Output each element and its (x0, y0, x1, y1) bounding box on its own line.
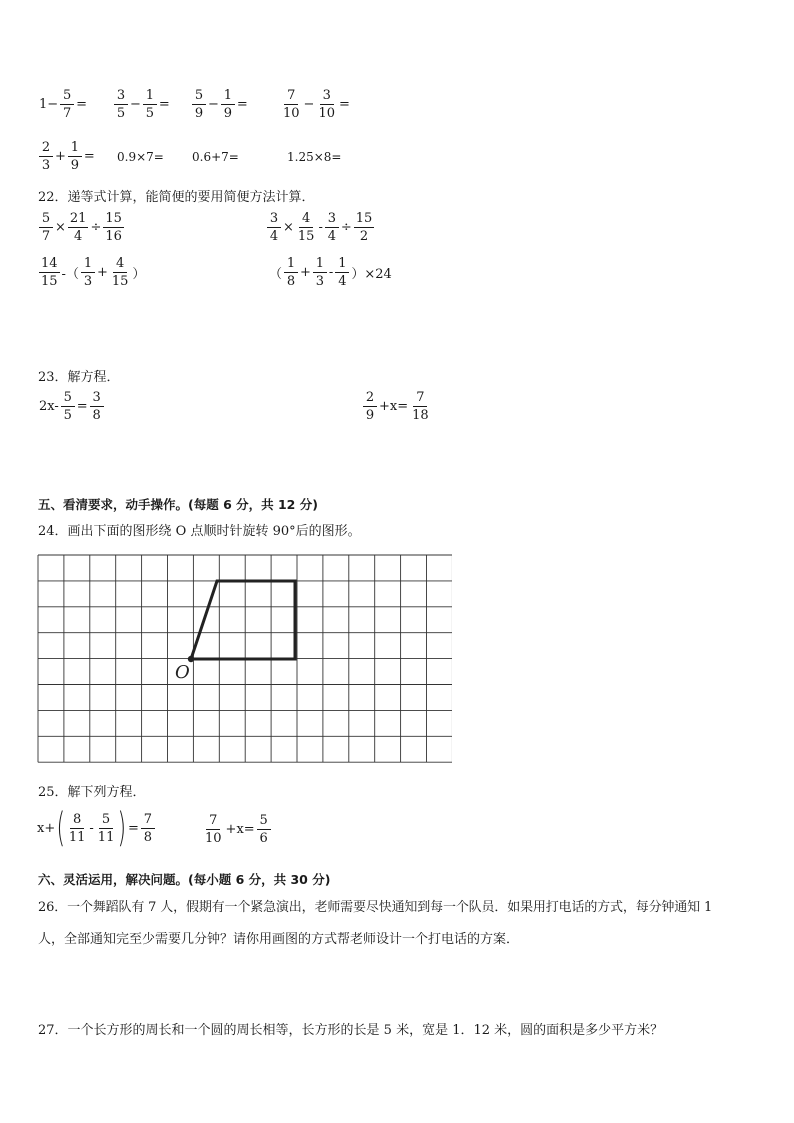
quadrilateral-figure (191, 581, 295, 659)
q22-title: 22．递等式计算，能简便的要用简便方法计算． (38, 190, 315, 205)
left-paren: ( (56, 805, 66, 851)
fraction: $\frac{2}{3}$ (39, 140, 53, 173)
section-6-heading: 六、灵活运用，解决问题。(每小题 6 分，共 30 分) (38, 872, 331, 887)
q22-expr-2: $\frac{3}{4}$ × $\frac{4}{15}$ - $\frac{3}{4}$ ÷ $\frac{15}{2}$ (266, 211, 375, 244)
fraction: $\frac{5}{9}$ (192, 88, 206, 121)
right-paren: ) (117, 805, 127, 851)
q26-text-line-1: 26．一个舞蹈队有 7 人，假期有一个紧急演出，老师需要尽快通知到每一个队员．如果用打电话的方式，每分钟通知 1 (38, 900, 713, 915)
equals-sign: = (236, 97, 248, 112)
expr-1.25x8: 1.25×8= (287, 150, 342, 164)
q22-expr-3: $\frac{14}{15}$ -（ $\frac{1}{3}$ + $\frac{4}{15}$ ） (41, 256, 146, 289)
fraction: $\frac{7}{10}$ (283, 88, 300, 121)
expr-3-5-minus-1-5 (113, 88, 171, 121)
q25-equation-2: $\frac{7}{10}$ +x= $\frac{5}{6}$ (202, 813, 272, 846)
q23-equation-1: 2x- $\frac{5}{5}$ = $\frac{3}{8}$ (38, 390, 105, 423)
operator: − (130, 97, 141, 112)
q27-text: 27．一个长方形的周长和一个圆的周长相等，长方形的长是 5 米，宽是 1．12 米，圆的面积是多少平方米？ (38, 1023, 664, 1038)
q22-expr-4: （ $\frac{1}{8}$ + $\frac{1}{3}$ - $\frac{1}{4}$ ）×24 (269, 256, 392, 289)
fraction: $\frac{1}{9}$ (221, 88, 235, 121)
expr-5-9-minus-1-9 (191, 88, 249, 121)
expr-prefix: 1− (39, 97, 59, 112)
q25-title: 25．解下列方程． (38, 785, 146, 800)
fraction: $\frac{3}{10}$ (318, 88, 335, 121)
equals-sign: = (76, 97, 88, 112)
q26-text-line-2: 人，全部通知完至少需要几分钟？请你用画图的方式帮老师设计一个打电话的方案． (38, 932, 520, 947)
equals-sign: = (83, 149, 95, 164)
expr-7-10-minus-3-10 (280, 88, 351, 121)
fraction: $\frac{1}{9}$ (68, 140, 82, 173)
point-o-label: O (175, 662, 190, 683)
section-5-heading: 五、看清要求，动手操作。(每题 6 分，共 12 分) (38, 497, 318, 512)
q23-equation-2: $\frac{2}{9}$ +x= $\frac{7}{18}$ (362, 390, 432, 423)
operator: + (55, 149, 66, 164)
fraction: $\frac{1}{5}$ (143, 88, 157, 121)
fraction: $\frac{3}{5}$ (114, 88, 128, 121)
operator: − (303, 97, 315, 112)
q25-equation-1: x+ ( $\frac{8}{11}$ - $\frac{5}{11}$ ) = $\frac{7}{8}$ (36, 808, 156, 848)
operator: − (208, 97, 219, 112)
q24-title: 24．画出下面的图形绕 O 点顺时针旋转 90°后的图形。 (38, 524, 361, 539)
fraction: $\frac{5}{7}$ (60, 88, 74, 121)
expr-0.9x7: 0.9×7= (117, 150, 164, 164)
expr-0.6plus7: 0.6+7= (192, 150, 239, 164)
equals-sign: = (339, 97, 350, 112)
rotation-grid (36, 552, 452, 766)
q23-title: 23．解方程． (38, 370, 120, 385)
equals-sign: = (158, 97, 170, 112)
expr-1-minus-5-7 (38, 88, 88, 121)
expr-2-3-plus-1-9 (38, 140, 96, 173)
q22-expr-1: $\frac{5}{7}$ × $\frac{21}{4}$ ÷ $\frac{15}{16}$ (38, 211, 125, 244)
